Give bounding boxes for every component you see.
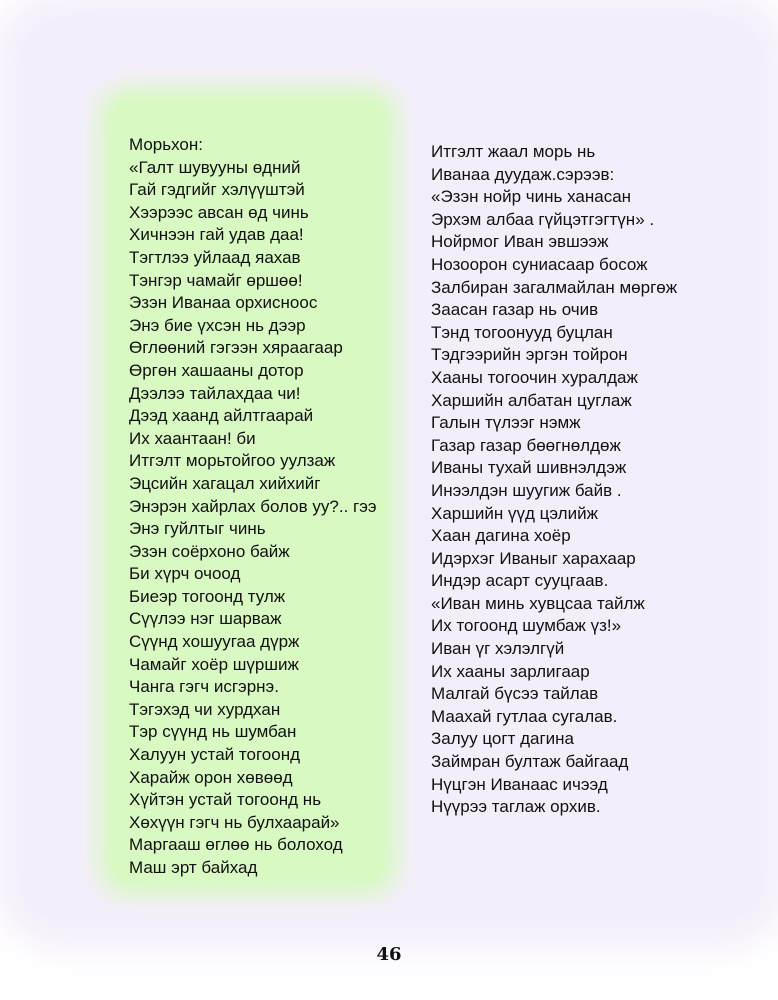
poem-right-column [431, 141, 677, 819]
poem-line: Их тогоонд шумбаж үз!» [431, 616, 622, 636]
poem-line: Заасан газар нь очив [431, 300, 599, 320]
poem-line: Биеэр тогоонд тулж [129, 586, 286, 606]
poem-line: Займран бултаж байгаад [431, 752, 629, 772]
poem-line: «Эзэн нойр чинь ханасан [431, 187, 632, 207]
poem-line: Энэ гуйлтыг чинь [129, 519, 266, 539]
poem-line: Иванаа дуудаж.сэрээв: [431, 164, 615, 184]
poem-line: Хичнээн гай удав даа! [129, 225, 304, 245]
poem-line: Гай гэдгийг хэлүүштэй [129, 180, 305, 200]
poem-line: Тэр сүүнд нь шумбан [129, 722, 297, 742]
poem-line: Малгай бүсээ тайлав [431, 684, 599, 704]
poem-line: Газар газар бөөгнөлдөж [431, 435, 621, 455]
poem-line: Маргааш өглөө нь болоход [129, 835, 343, 855]
poem-line: Чанга гэгч исгэрнэ. [129, 677, 279, 697]
poem-line: Өргөн хашааны дотор [129, 360, 304, 380]
poem-line: Харшийн үүд цэлийж [431, 503, 598, 523]
poem-line: Хээрээс авсан өд чинь [129, 202, 309, 222]
poem-line: «Галт шувууны өдний [129, 157, 301, 177]
poem-line: Эзэн Иванаа орхисноос [129, 293, 318, 313]
poem-line: Би хүрч очоод [129, 564, 241, 584]
poem-line: Залбиран загалмайлан мөргөж [431, 277, 678, 297]
poem-line: Иван үг хэлэлгүй [431, 639, 565, 659]
poem-line: Иваны тухай шивнэлдэж [431, 458, 627, 478]
poem-line: Эцсийн хагацал хийхийг [129, 473, 321, 493]
poem-line: Морьхон: [129, 135, 203, 154]
poem-line: Их хаантаан! би [129, 428, 256, 448]
poem-line: Харайж орон хөвөөд [129, 767, 293, 787]
poem-line: Маш эрт байхад [129, 858, 258, 877]
poem-line: Хөхүүн гэгч нь булхаарай» [129, 812, 340, 832]
poem-line: Хүйтэн устай тогоонд нь [129, 790, 322, 810]
poem-line: Тэгэхэд чи хурдхан [129, 699, 281, 719]
poem-line: Эзэн соёрхоно байж [129, 541, 290, 561]
poem-line: Залуу цогт дагина [431, 729, 574, 749]
poem-line: Тэдгээрийн эргэн тойрон [431, 345, 628, 365]
poem-line: Эрхэм албаа гүйцэтгэгтүн» . [431, 209, 655, 229]
poem-line: Итгэлт морьтойгоо уулзаж [129, 451, 336, 471]
poem-line: Халуун устай тогоонд [129, 745, 300, 765]
poem-line: Дээлээ тайлахдаа чи! [129, 383, 301, 403]
poem-line: Өглөөний гэгээн хяраагаар [129, 338, 343, 358]
page-number: 46 [376, 944, 402, 965]
poem-line: Инээлдэн шуугиж байв . [431, 480, 622, 500]
poem-line: Галын түлээг нэмж [431, 413, 581, 433]
poem-line: Тэнгэр чамайг өршөө! [129, 270, 303, 290]
poem-line: Дээд хаанд айлтгаарай [129, 406, 314, 426]
poem-line: Хаан дагина хоёр [431, 526, 571, 546]
poem-line: Индэр асарт сууцгаав. [431, 571, 609, 591]
poem-line: Сүүнд хошуугаа дүрж [129, 632, 300, 652]
poem-line: Нүүрээ таглаж орхив. [431, 797, 601, 817]
poem-line: Хааны тогоочин хуралдаж [431, 367, 638, 387]
poem-line: Маахай гутлаа сугалав. [431, 706, 618, 726]
poem-line: Нозоорон суниасаар босож [431, 254, 648, 274]
poem-left-column [129, 134, 377, 880]
poem-line: Тэнд тогоонууд буцлан [431, 322, 613, 342]
poem-line: Чамайг хоёр шүршиж [129, 654, 299, 674]
poem-line: Сүүлээ нэг шарваж [129, 609, 282, 629]
poem-line: Энэрэн хайрлах болов уу?.. гээ [129, 496, 377, 516]
poem-line: Их хааны зарлигаар [431, 661, 590, 681]
poem-line: Тэгтлээ уйлаад яахав [129, 247, 301, 267]
poem-line: Харшийн албатан цуглаж [431, 390, 632, 410]
poem-line: Нүцгэн Иванаас ичээд [431, 774, 608, 794]
poem-line: Идэрхэг Иваныг харахаар [431, 548, 636, 568]
poem-line: Итгэлт жаал морь нь [431, 142, 596, 161]
poem-line: «Иван минь хувцсаа тайлж [431, 593, 645, 613]
poem-line: Энэ бие үхсэн нь дээр [129, 315, 306, 335]
poem-line: Нойрмог Иван эвшээж [431, 232, 609, 252]
